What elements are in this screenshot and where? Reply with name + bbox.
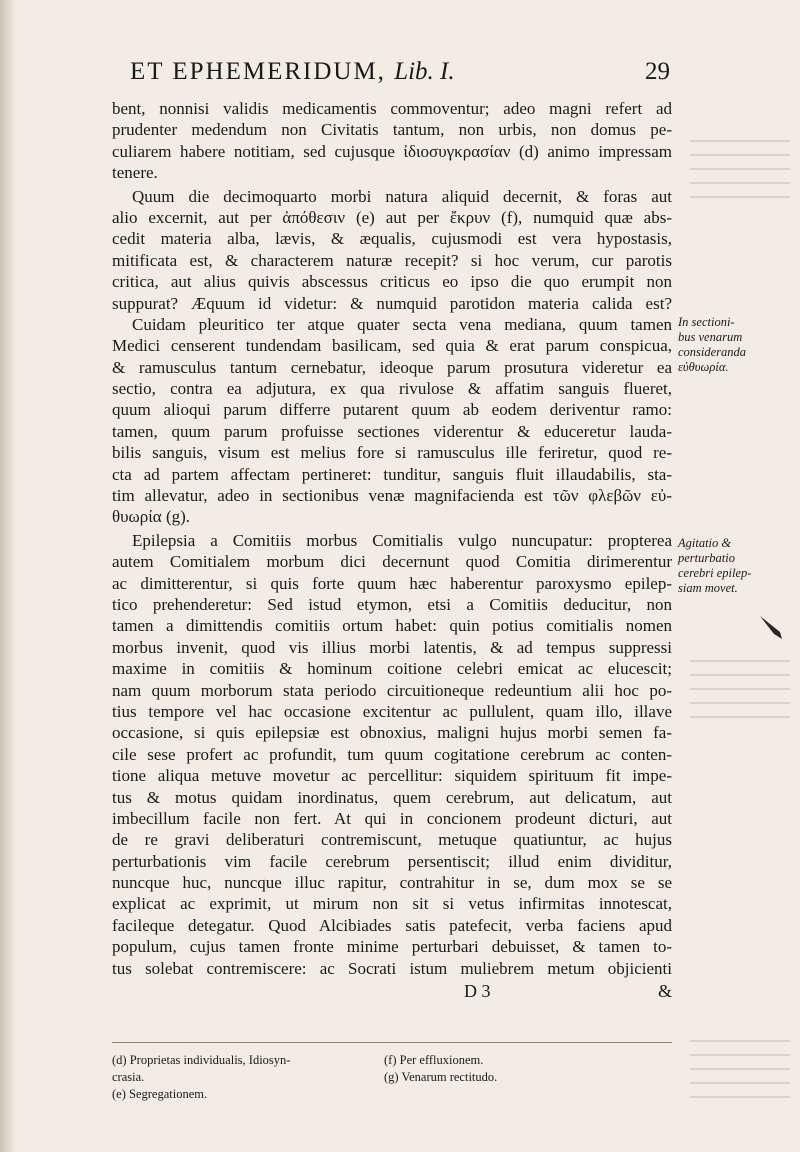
- text-line: tius tempore vel hac occasione excitentur ac pullulent, quam illo, illave: [112, 701, 672, 721]
- margin-note-line: siam movet.: [678, 581, 738, 595]
- text-line: tim allevatur, adeo in sectionibus venæ magnifacienda est τῶν φλεβῶν εὐ-: [112, 486, 672, 506]
- text-line: nuncque huc, nuncque illuc rapitur, contrahitur in se, dum mox se se: [112, 873, 672, 893]
- paragraph-start: Epilepsia a Comitiis morbus Comitialis vulgo nuncupatur: propterea: [132, 530, 672, 550]
- show-through-text: [690, 140, 790, 200]
- footnote-d-continued: crasia.: [112, 1070, 145, 1084]
- text-line: & ramusculus tantum cernebatur, ideoque parum prosutura videretur ea: [112, 357, 672, 377]
- text-line: tico prehenderetur: Sed istud etymon, etsi a Comitiis deducitur, non: [112, 594, 672, 614]
- page-gutter-shadow: [0, 0, 16, 1152]
- margin-note-venesection: [678, 315, 796, 375]
- text-line: tione aliqua metuve movetur ac percellitur: siquidem spirituum fit impe-: [112, 766, 672, 786]
- paragraph-start: Quum die decimoquarto morbi natura aliquid decernit, & foras aut: [132, 186, 672, 206]
- footnote-d: (d) Proprietas individualis, Idiosyn-: [112, 1053, 291, 1067]
- running-title-text: ET EPHEMERIDUM,: [130, 58, 386, 85]
- running-title-book: Lib. I.: [394, 58, 455, 85]
- text-line: de re gravi deliberaturi contremiscunt, metuque quatiuntur, ac hujus: [112, 830, 672, 850]
- page-number: 29: [645, 58, 670, 85]
- show-through-text: [690, 1040, 790, 1100]
- ink-blot-mark: [758, 612, 784, 642]
- text-line: suppurat? Æquum id videtur: & numquid parotidon materia calida est?: [112, 293, 672, 313]
- footnote-g: (g) Venarum rectitudo.: [384, 1070, 498, 1084]
- main-text-block: [112, 98, 672, 1003]
- text-line: morbus invenit, quod vis illius morbi latentis, & ad tempus suppressi: [112, 637, 672, 657]
- text-line: imbecillum facile non fert. At qui in concionem prodeunt dicturi, aut: [112, 808, 672, 828]
- text-line: occasione, si quis epilepsiæ est obnoxius, maligni hujus morbi semen fa-: [112, 723, 672, 743]
- text-line: ac dimitterentur, si quis forte quum hæc haberentur paroxysmo epilep-: [112, 573, 672, 593]
- text-line: bent, nonnisi validis medicamentis commoventur; adeo magni refert ad: [112, 99, 672, 118]
- text-line: Medici censerent tundendam basilicam, sed quia & erat parum conspicua,: [112, 336, 672, 356]
- text-line: tamen, quum parum profuisse sectiones viderentur & educeretur lauda-: [112, 421, 672, 441]
- show-through-text: [690, 660, 790, 730]
- text-line: cile sese profert ac profundit, tum quum cogitatione cerebrum ac conten-: [112, 744, 672, 764]
- running-title: [130, 58, 455, 86]
- text-line: cta ad partem affectam pertineret: tunditur, sanguis fluit illaudabilis, sta-: [112, 464, 672, 484]
- margin-note-epilepsy: [678, 536, 796, 596]
- page-header: [90, 58, 670, 94]
- text-line: perturbationis vim facile cerebrum persentiscit; illud enim dividitur,: [112, 851, 672, 871]
- text-line: alio excernit, aut per ἀπόθεσιν (e) aut per ἔκρυν (f), numquid quæ abs-: [112, 207, 672, 227]
- text-line: nam quum morborum stata periodo circuitioneque redeuntium alii hoc po-: [112, 680, 672, 700]
- paragraph-start: Cuidam pleuritico ter atque quater secta vena mediana, quum tamen: [132, 314, 672, 334]
- footnote-column-left: [112, 1052, 290, 1103]
- text-line: sectio, contra ea adjutura, ex qua rivulose & affatim sanguis flueret,: [112, 379, 672, 399]
- text-line: culiarem habere notitiam, sed cujusque ἰδιοσυγκρασίαν (d) animo impressam: [112, 141, 672, 161]
- text-line: prudenter medendum non Civitatis tantum, non urbis, non domus pe-: [112, 120, 672, 140]
- text-line: bilis sanguis, visum est melius fore si ramusculus ille feriretur, quod re-: [112, 443, 672, 463]
- text-line: facileque detegatur. Quod Alcibiades satis patefecit, verba faciens apud: [112, 915, 672, 935]
- text-line: explicat ac exprimit, ut mirum non sit si vetus infirmitas innotescat,: [112, 894, 672, 914]
- margin-note-line: consideranda: [678, 345, 747, 359]
- text-line: maxime in comitiis & hominum coitione celebri emicat ac elucescit;: [112, 659, 672, 679]
- text-line: θυωρία (g).: [112, 507, 191, 527]
- text-line: populum, cujus tamen fronte minime perturbari debuisset, & tamen to-: [112, 937, 672, 957]
- text-line: cedit materia alba, lævis, & æqualis, cujusmodi est vera hypostasis,: [112, 229, 672, 249]
- text-line: tus & motus quidam inordinatus, quem cerebrum, aut delicatum, aut: [112, 787, 672, 807]
- text-line: mitificata est, & characterem naturæ recepit? si hoc verum, cur parotis: [112, 250, 672, 270]
- catchword: &: [657, 981, 672, 1002]
- footnote-f: (f) Per effluxionem.: [384, 1053, 484, 1067]
- text-line: autem Comitialem morbum dici decernunt quod Comitia dirimerentur: [112, 552, 672, 572]
- footnote-rule: [112, 1042, 672, 1043]
- footnote-column-right: [384, 1052, 497, 1086]
- text-line: quum alioqui parum differre putarent quum ab eodem deriventur ramo:: [112, 400, 672, 420]
- margin-note-line: cerebri epilep-: [678, 566, 752, 580]
- margin-note-line: Agitatio &: [678, 536, 732, 550]
- text-line: tamen a dimittendis comitiis ortum habet: quin potius comitialis nomen: [112, 616, 672, 636]
- signature-line: [112, 979, 672, 1003]
- margin-note-line: perturbatio: [678, 551, 735, 565]
- margin-note-line: In sectioni-: [678, 315, 735, 329]
- signature-mark: D 3: [464, 981, 491, 1002]
- text-line: tus solebat contremiscere: ac Socrati istum muliebrem metum objicienti: [112, 958, 672, 978]
- text-line: tenere.: [112, 163, 158, 183]
- margin-note-line: εὐθυωρία.: [678, 360, 729, 374]
- footnote-e: (e) Segregationem.: [112, 1087, 208, 1101]
- margin-note-line: bus venarum: [678, 330, 743, 344]
- text-line: critica, aut alius quivis abscessus criticus eo ipso die quo erumpit non: [112, 272, 672, 292]
